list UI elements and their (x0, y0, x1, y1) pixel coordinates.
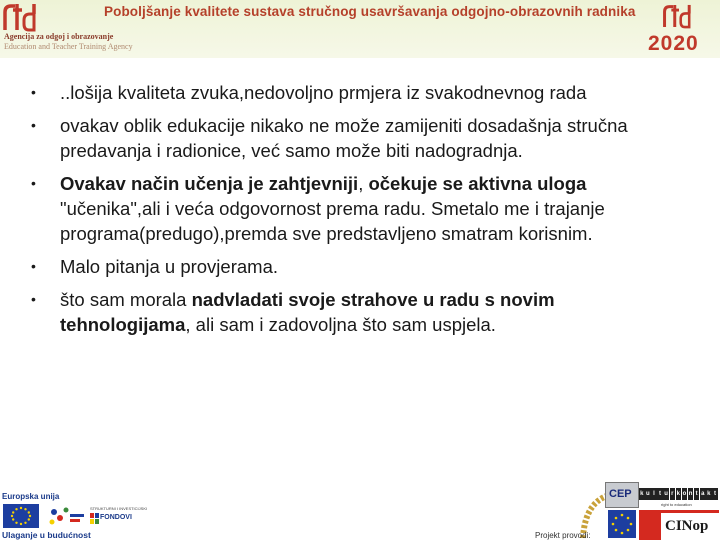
eu-motto: Ulaganje u budućnost (2, 530, 91, 540)
cep-stars-icon (608, 510, 636, 538)
cinop-logo (639, 510, 719, 540)
kulturkontakt-letter: k (676, 488, 682, 500)
esf-logo-icon (44, 504, 88, 528)
slide-content (28, 80, 688, 345)
eu-flag-icon (3, 504, 39, 528)
kulturkontakt-letter: t (712, 488, 718, 500)
bullet-text: ..lošija kvaliteta zvuka,nedovoljno prmjera iz svakodnevnog rada (60, 82, 587, 103)
agency-name-en: Education and Teacher Training Agency (4, 42, 133, 51)
agency-name-hr: Agencija za odgoj i obrazovanje (4, 32, 114, 41)
bullet-text: što sam morala (60, 289, 192, 310)
project-implementer-label: Projekt provodi: (535, 531, 591, 540)
bullet-list (28, 80, 688, 337)
kulturkontakt-letter: k (706, 488, 712, 500)
kulturkontakt-letter: k (639, 488, 645, 500)
kulturkontakt-letter: u (645, 488, 651, 500)
bullet-item (28, 254, 688, 279)
cep-logo-text: CEP (609, 488, 632, 500)
kulturkontakt-subtitle: right to education (661, 502, 692, 507)
bullet-marker: • (31, 117, 36, 133)
bullet-text: ovakav oblik edukacije nikako ne može zamijeniti dosadašnja stručna predavanja i radionice, već samo može biti nadogradnja. (60, 115, 628, 161)
bullet-text: "učenika",ali i veća odgovornost prema radu. Smetalo me i trajanje programa(predugo),premda sve predstavljeno smatram korisnim. (60, 198, 605, 244)
kulturkontakt-letter: l (651, 488, 657, 500)
bullet-text: , ali sam i zadovoljna što sam uspjela. (185, 314, 496, 335)
page-header-title: Poboljšanje kvalitete sustava stručnog usavršavanja odgojno-obrazovnih radnika (104, 4, 636, 19)
bullet-marker: • (31, 84, 36, 100)
kulturkontakt-letter: r (670, 488, 676, 500)
structural-funds-logo (90, 506, 148, 528)
kulturkontakt-letter: t (657, 488, 663, 500)
funds-mark-icon (90, 513, 99, 525)
eu-label: Europska unija (2, 492, 60, 501)
bullet-marker: • (31, 175, 36, 191)
cep-logo (605, 482, 639, 508)
project-partner-logos (535, 470, 720, 540)
bullet-item (28, 113, 688, 163)
bullet-marker: • (31, 291, 36, 307)
aoo-2020-logo-icon (662, 2, 696, 30)
bullet-text: , (358, 173, 369, 194)
cinop-red-block (639, 513, 661, 540)
bullet-item (28, 287, 688, 337)
bullet-text-bold: Ovakav način učenja je zahtjevniji (60, 173, 359, 194)
cinop-logo-text: CINop (665, 518, 709, 534)
bullet-text: Malo pitanja u provjerama. (60, 256, 278, 277)
aoo-2020-logo (640, 2, 718, 56)
header-banner (0, 0, 720, 58)
structural-funds-title: FONDOVI (100, 514, 132, 521)
kulturkontakt-letter: t (694, 488, 700, 500)
kulturkontakt-letter: a (700, 488, 706, 500)
year-label: 2020 (648, 32, 699, 55)
structural-funds-subtitle: STRUKTURNI I INVESTICIJSKI (90, 506, 148, 511)
kulturkontakt-letter: o (682, 488, 688, 500)
kulturkontakt-letter: u (663, 488, 669, 500)
bullet-text-bold: očekuje se aktivna uloga (368, 173, 587, 194)
kulturkontakt-letter: n (688, 488, 694, 500)
eu-funding-logos (0, 492, 150, 540)
bullet-item (28, 80, 688, 105)
bullet-item (28, 171, 688, 246)
bullet-text-bold: nadvladati svoje strahove u radu s novim tehnologijama (60, 289, 555, 335)
bullet-marker: • (31, 258, 36, 274)
aoo-logo-icon (2, 2, 42, 32)
kulturkontakt-logo (639, 488, 719, 502)
